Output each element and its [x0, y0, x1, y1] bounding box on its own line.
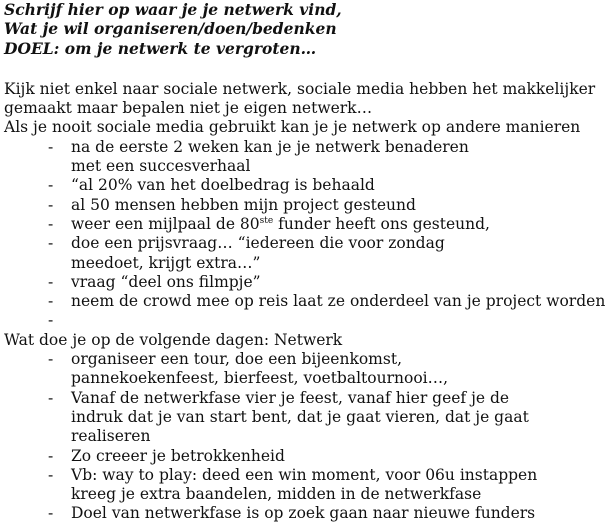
- section-title: Wat doe je op de volgende dagen: Netwerk: [4, 330, 343, 349]
- list-item: [4, 196, 544, 215]
- list-item: [4, 447, 544, 466]
- list-item: [4, 234, 544, 273]
- list-item-text: Doel van netwerkfase is op zoek gaan naar nieuwe funders: [71, 504, 536, 523]
- list-item: [4, 389, 544, 447]
- list-dash: -: [48, 504, 54, 523]
- list-item: [4, 292, 605, 311]
- list-item: [4, 273, 544, 292]
- heading-line-1: Schrijf hier op waar je je netwerk vind,: [4, 0, 342, 19]
- list-item-text: Zo creeer je betrokkenheid: [71, 446, 285, 465]
- list-item: [4, 466, 544, 505]
- intro-line-3: Als je nooit sociale media gebruikt kan je je netwerk op andere manieren: [4, 118, 581, 137]
- list-dash: -: [48, 292, 54, 311]
- list-item-text: na de eerste 2 weken kan je je netwerk benaderen met een succesverhaal: [71, 137, 469, 176]
- netwerk-fase-list: [4, 350, 544, 524]
- list-item-text-part: weer een mijlpaal de 80: [71, 214, 260, 233]
- list-item-text: [71, 215, 541, 234]
- list-dash: -: [48, 311, 54, 330]
- list-dash: -: [48, 137, 54, 156]
- list-item-text: Vanaf de netwerkfase vier je feest, vanaf hier geef je de indruk dat je van start bent, dat je gaat vieren, dat je gaat realiseren: [71, 388, 529, 446]
- list-dash: -: [48, 465, 54, 484]
- list-dash: -: [48, 350, 54, 369]
- document-page: [4, 0, 605, 524]
- list-item: [4, 176, 544, 195]
- list-item-text: vraag “deel ons filmpje”: [71, 272, 261, 291]
- list-item: [4, 215, 544, 234]
- list-dash: -: [48, 446, 54, 465]
- list-dash: -: [48, 234, 54, 253]
- intro-line-1: Kijk niet enkel naar sociale netwerk, sociale media hebben het makkelijker: [4, 79, 596, 98]
- list-item-text: neem de crowd mee op reis laat ze onderdeel van je project worden: [71, 292, 605, 311]
- list-item-text: Vb: way to play: deed een win moment, voor 06u instappen kreeg je extra baandelen, midden in de netwerkfase: [71, 465, 538, 504]
- list-item-text-part: funder heeft ons gesteund,: [273, 214, 490, 233]
- list-dash: -: [48, 176, 54, 195]
- netwerk-ideas-list: [4, 137, 605, 331]
- list-item-text: “al 20% van het doelbedrag is behaald: [71, 176, 375, 195]
- paragraph-spacer: [4, 58, 544, 80]
- list-item-text: doe een prijsvraag… “iedereen die voor zondag meedoet, krijgt extra…”: [71, 234, 445, 272]
- list-dash: -: [48, 388, 54, 407]
- list-item-text: [71, 311, 541, 330]
- list-item-text: al 50 mensen hebben mijn project gesteund: [71, 195, 416, 214]
- list-dash: -: [48, 214, 54, 233]
- ordinal-suffix: ste: [259, 215, 274, 226]
- intro-line-2: gemaakt maar bepalen niet je eigen netwerk…: [4, 99, 373, 118]
- heading-line-3: DOEL: om je netwerk te vergroten…: [4, 38, 317, 58]
- list-dash: -: [48, 272, 54, 291]
- list-item: [4, 138, 544, 177]
- list-item: [4, 504, 544, 523]
- list-item-text: organiseer een tour, doe een bijeenkomst, pannekoekenfeest, bierfeest, voetbaltournooi…,: [71, 350, 449, 388]
- list-item: [4, 350, 544, 389]
- list-dash: -: [48, 195, 54, 214]
- heading-line-2: Wat je wil organiseren/doen/bedenken: [4, 19, 337, 39]
- list-item: [4, 311, 544, 330]
